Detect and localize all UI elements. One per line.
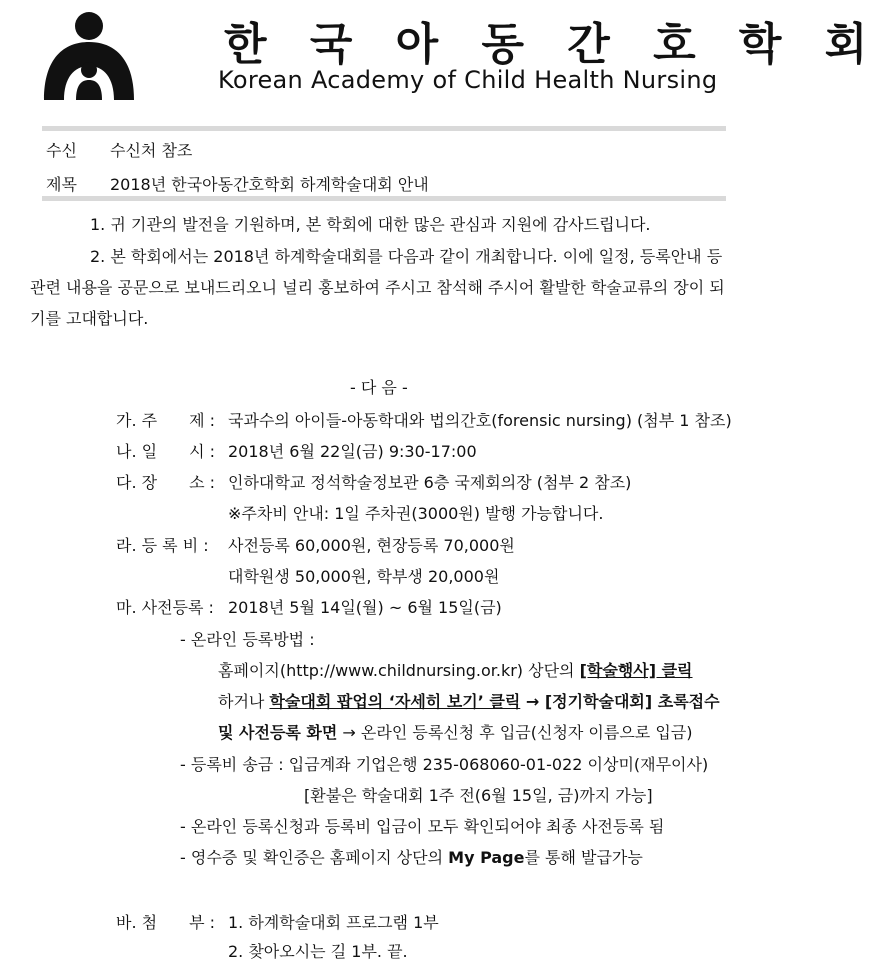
fee-value-1: 사전등록 60,000원, 현장등록 70,000원 <box>228 536 515 555</box>
divider-bottom <box>42 196 726 201</box>
register-screen-text: 및 사전등록 화면 <box>218 723 338 742</box>
regular-conference-text: → [정기학술대회] 초록접수 <box>520 692 720 711</box>
receipt-line <box>180 845 643 868</box>
academic-events-click: [학술행사] 클릭 <box>579 661 693 680</box>
register-steps-text: → 온라인 등록신청 후 입금(신청자 이름으로 입금) <box>337 723 693 742</box>
notice-heading: - 다 음 - <box>350 378 408 397</box>
homepage-line <box>218 658 693 681</box>
society-logo <box>42 8 136 100</box>
fee-label: 라. 등 록 비 : <box>116 536 209 555</box>
place-label: 다. 장 소 : <box>116 473 216 492</box>
recipient-label: 수신 <box>46 141 77 160</box>
popup-line <box>218 689 720 712</box>
subject-label: 제목 <box>46 175 77 194</box>
intro-paragraph-2-line-3: 기를 고대합니다. <box>30 309 149 328</box>
parking-note: ※주차비 안내: 1일 주차권(3000원) 발행 가능합니다. <box>228 504 604 523</box>
fee-value-2: 대학원생 50,000원, 학부생 20,000원 <box>228 567 500 586</box>
intro-paragraph-1: 1. 귀 기관의 발전을 기원하며, 본 학회에 대한 많은 관심과 지원에 감사드립니다. <box>90 215 651 234</box>
online-method-heading: - 온라인 등록방법 : <box>180 630 315 649</box>
homepage-text: 홈페이지(http://www.childnursing.or.kr) 상단의 <box>218 661 580 680</box>
prereg-value: 2018년 5월 14일(월) ~ 6월 15일(금) <box>228 598 502 617</box>
register-line <box>218 720 693 743</box>
recipient-value: 수신처 참조 <box>110 141 193 160</box>
popup-detail-click: 학술대회 팝업의 ‘자세히 보기’ 클릭 <box>269 692 521 711</box>
date-value: 2018년 6월 22일(금) 9:30-17:00 <box>228 442 477 461</box>
receipt-text-a: - 영수증 및 확인증은 홈페이지 상단의 <box>180 848 449 867</box>
intro-paragraph-2-line-1: 2. 본 학회에서는 2018년 하계학술대회를 다음과 같이 개최합니다. 이에 일정, 등록안내 등 <box>90 247 723 266</box>
prereg-label: 마. 사전등록 : <box>116 598 214 617</box>
popup-text-a: 하거나 <box>218 692 270 711</box>
transfer-info: - 등록비 송금 : 입금계좌 기업은행 235-068060-01-022 이상미(재무이사) <box>180 755 709 774</box>
date-label: 나. 일 시 : <box>116 442 216 461</box>
refund-info: [환불은 학술대회 1주 전(6월 15일, 금)까지 가능] <box>304 786 653 805</box>
society-name-english: Korean Academy of Child Health Nursing <box>218 66 718 94</box>
place-value: 인하대학교 정석학술정보관 6층 국제회의장 (첨부 2 참조) <box>228 473 632 492</box>
subject-value: 2018년 한국아동간호학회 하계학술대회 안내 <box>110 175 429 194</box>
receipt-text-c: 를 통해 발급가능 <box>524 848 643 867</box>
attachment-1: 1. 하계학술대회 프로그램 1부 <box>228 913 439 932</box>
attachment-2: 2. 찾아오시는 길 1부. 끝. <box>228 942 408 961</box>
topic-label: 가. 주 제 : <box>116 411 216 430</box>
topic-value: 국과수의 아이들-아동학대와 법의간호(forensic nursing) (첨부 1 참조) <box>228 411 732 430</box>
society-name-korean: 한 국 아 동 간 호 학 회 <box>224 19 881 70</box>
my-page-text: My Page <box>448 848 525 867</box>
intro-paragraph-2-line-2: 관련 내용을 공문으로 보내드리오니 널리 홍보하여 주시고 참석해 주시어 활발한 학술교류의 장이 되 <box>30 278 725 297</box>
attach-label: 바. 첨 부 : <box>116 913 216 932</box>
divider-top <box>42 126 726 131</box>
confirm-info: - 온라인 등록신청과 등록비 입금이 모두 확인되어야 최종 사전등록 됨 <box>180 817 665 836</box>
